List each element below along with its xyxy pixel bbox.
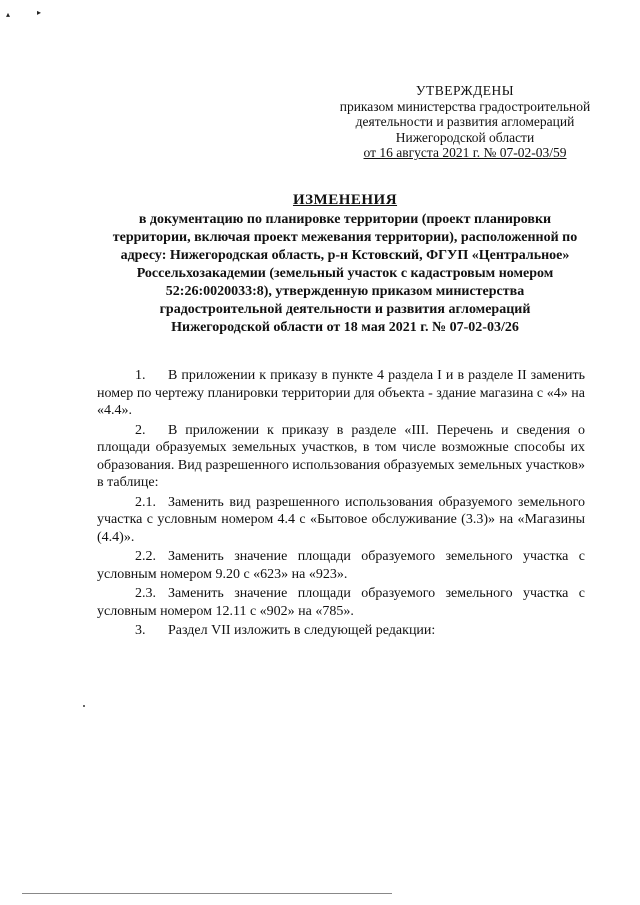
approval-line: деятельности и развития агломераций — [355, 114, 575, 129]
item-number: 2.2. — [135, 549, 156, 564]
approval-block — [330, 83, 600, 161]
item-text: Раздел VII изложить в следующей редакции: — [168, 623, 436, 638]
approval-line: Нижегородской области — [395, 129, 535, 145]
bottom-divider — [22, 893, 392, 894]
scan-mark: ▸ — [37, 8, 42, 17]
document-heading — [90, 190, 600, 337]
item-number: 1. — [135, 368, 146, 383]
heading-line: градостроительной деятельности и развития агломераций — [159, 302, 531, 317]
approval-title: УТВЕРЖДЕНЫ — [415, 83, 515, 98]
heading-line: Россельхозакадемии (земельный участок с кадастровым номером — [136, 266, 554, 281]
item-number: 3. — [135, 623, 146, 638]
item-number: 2.1. — [135, 494, 156, 510]
scan-mark: ▴ — [6, 10, 11, 19]
item-text: Заменить значение площади образуемого земельного участка с условным номером 12.11 с «902» на «785». — [97, 586, 585, 619]
item-text: Заменить вид разрешенного использования образуемого земельного участка с условным номером 4.4 с «Бытовое обслуживание (3.3)» на «Магазины (4.4)». — [97, 494, 585, 545]
item-text: Заменить значение площади образуемого земельного участка с условным номером 9.20 с «623» на «923». — [97, 549, 585, 582]
heading-line: адресу: Нижегородская область, р-н Кстовский, ФГУП «Центральное» — [120, 248, 570, 263]
heading-line: территории, включая проект межевания территории), расположенной по — [112, 230, 578, 245]
document-body — [97, 367, 585, 642]
heading-title: ИЗМЕНЕНИЯ — [292, 192, 398, 208]
approval-order: от 16 августа 2021 г. № 07-02-03/59 — [363, 145, 567, 160]
item-text: В приложении к приказу в разделе «III. Перечень и сведения о площади образуемых земельных участков, в том числе возможные способы их образования. Вид разрешенного использования образуемых земельных участков» в таблице: — [97, 422, 585, 490]
list-item — [97, 367, 585, 420]
list-item — [97, 548, 585, 583]
list-item — [97, 494, 585, 547]
heading-line: в документацию по планировке территории (проект планировки — [138, 212, 552, 227]
item-text: В приложении к приказу в пункте 4 раздела I и в разделе II заменить номер по чертежу планировки территории для объекта - здание магазина с «4» на «4.4». — [97, 368, 585, 418]
list-item — [97, 585, 585, 620]
list-item — [97, 422, 585, 492]
heading-line: 52:26:0020033:8), утвержденную приказом министерства — [165, 284, 525, 299]
heading-line: Нижегородской области от 18 мая 2021 г. № 07-02-03/26 — [171, 320, 519, 335]
item-number: 2. — [135, 422, 146, 438]
heading-subtitle — [90, 211, 600, 337]
approval-line: приказом министерства градостроительной — [339, 98, 591, 114]
list-item — [97, 622, 585, 640]
scan-speck — [83, 705, 85, 707]
item-number: 2.3. — [135, 586, 156, 601]
